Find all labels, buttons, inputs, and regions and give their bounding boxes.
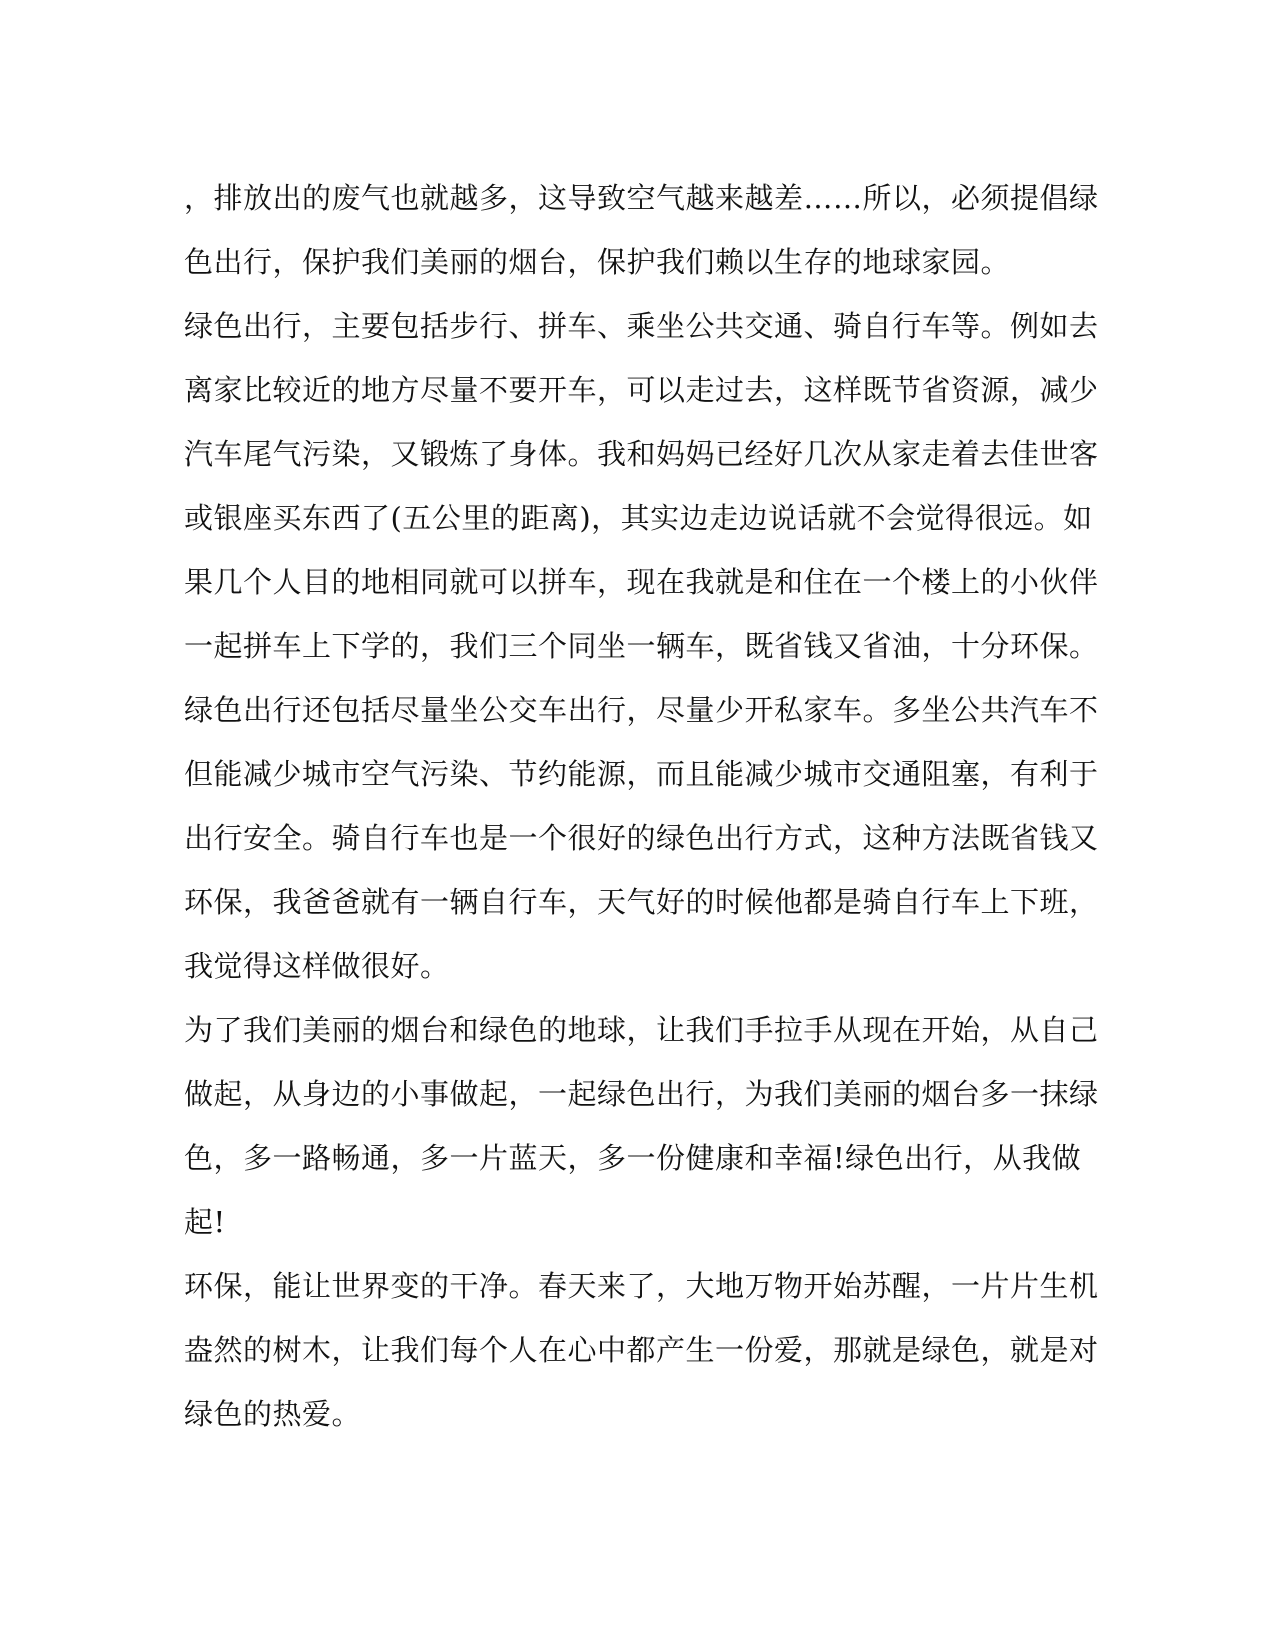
- text-line: 离家比较近的地方尽量不要开车，可以走过去，这样既节省资源，减少: [184, 373, 1099, 407]
- text-line: 色出行，保护我们美丽的烟台，保护我们赖以生存的地球家园。: [184, 245, 1011, 279]
- text-line: 出行安全。骑自行车也是一个很好的绿色出行方式，这种方法既省钱又: [184, 821, 1099, 855]
- text-line: 环保，我爸爸就有一辆自行车，天气好的时候他都是骑自行车上下班，: [184, 885, 1099, 919]
- text-line: 绿色出行还包括尽量坐公交车出行，尽量少开私家车。多坐公共汽车不: [184, 693, 1099, 727]
- text-line: 起!: [184, 1205, 226, 1239]
- text-line: 汽车尾气污染，又锻炼了身体。我和妈妈已经好几次从家走着去佳世客: [184, 437, 1099, 471]
- text-line: 一起拼车上下学的，我们三个同坐一辆车，既省钱又省油，十分环保。: [184, 629, 1099, 663]
- text-line: 果几个人目的地相同就可以拼车，现在我就是和住在一个楼上的小伙伴: [184, 565, 1099, 599]
- text-line: 或银座买东西了(五公里的距离)，其实边走边说话就不会觉得很远。如: [184, 501, 1093, 535]
- text-line: 绿色的热爱。: [184, 1397, 362, 1431]
- text-line: 但能减少城市空气污染、节约能源，而且能减少城市交通阻塞，有利于: [184, 757, 1099, 791]
- text-line: 为了我们美丽的烟台和绿色的地球，让我们手拉手从现在开始，从自己: [184, 1013, 1099, 1047]
- body-text: [184, 166, 1099, 1446]
- text-line: 做起，从身边的小事做起，一起绿色出行，为我们美丽的烟台多一抹绿: [184, 1077, 1099, 1111]
- text-line: 色，多一路畅通，多一片蓝天，多一份健康和幸福!绿色出行，从我做: [184, 1141, 1082, 1175]
- text-line: 盎然的树木，让我们每个人在心中都产生一份爱，那就是绿色，就是对: [184, 1333, 1099, 1367]
- text-line: 我觉得这样做很好。: [184, 949, 450, 983]
- text-line: ，排放出的废气也就越多，这导致空气越来越差……所以，必须提倡绿: [184, 181, 1099, 215]
- text-line: 绿色出行，主要包括步行、拼车、乘坐公共交通、骑自行车等。例如去: [184, 309, 1099, 343]
- text-line: 环保，能让世界变的干净。春天来了，大地万物开始苏醒，一片片生机: [184, 1269, 1099, 1303]
